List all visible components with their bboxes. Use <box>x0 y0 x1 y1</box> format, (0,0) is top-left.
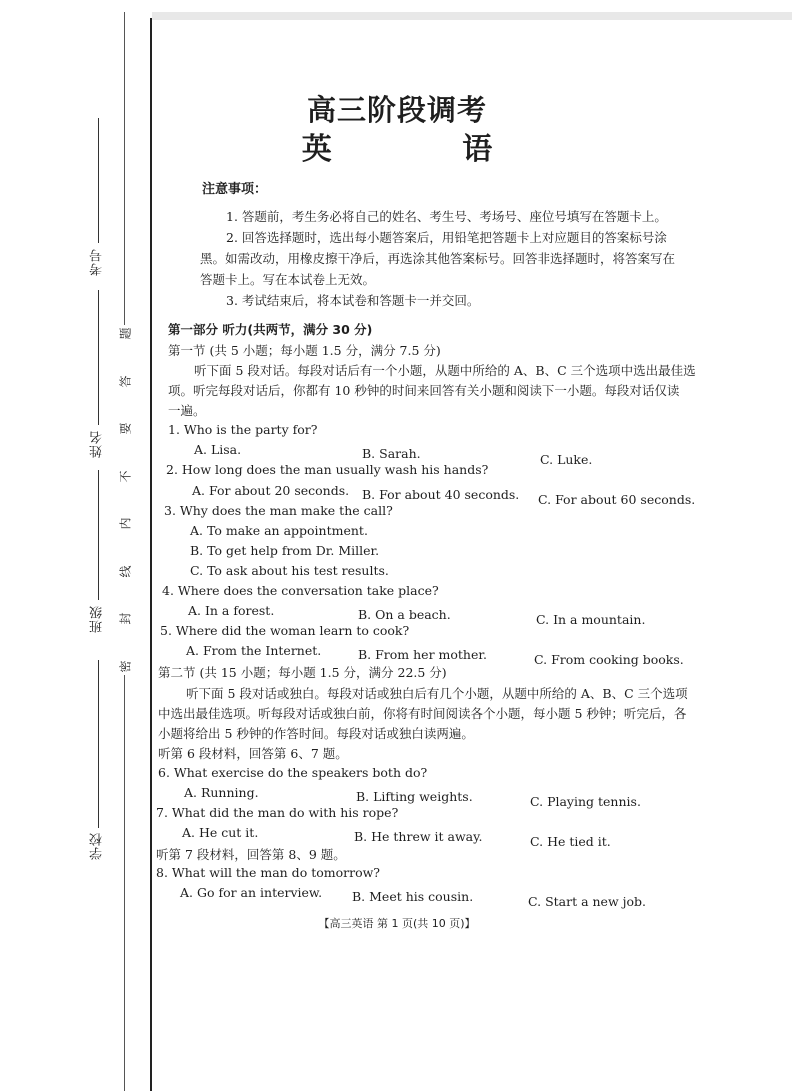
part1-heading: 第一部分 听力(共两节，满分 30 分) <box>168 322 373 337</box>
notice-item-3: 3. 考试结束后，将本试卷和答题卡一并交回。 <box>226 293 480 308</box>
seal-char: 题 <box>118 327 133 340</box>
question-stem: 8. What will the man do tomorrow? <box>156 865 380 880</box>
option-c: C. Luke. <box>540 452 593 467</box>
option-a: A. From the Internet. <box>186 643 322 658</box>
school-label: 学校 <box>90 832 105 860</box>
option-b: B. On a beach. <box>358 607 451 622</box>
notice-item-2-cont: 黑。如需改动，用橡皮擦干净后，再选涂其他答案标号。回答非选择题时，将答案写在 <box>200 251 676 266</box>
option-b: B. To get help from Dr. Miller. <box>190 543 380 558</box>
question-stem: 1. Who is the party for? <box>168 422 318 437</box>
section2-instructions: 听下面 5 段对话或独白。每段对话或独白后有几个小题，从题中所给的 A、B、C 三个选项 <box>186 686 688 701</box>
material-intro: 听第 6 段材料，回答第 6、7 题。 <box>158 746 348 761</box>
question-stem: 5. Where did the woman learn to cook? <box>160 623 410 638</box>
section1-heading: 第一节 (共 5 小题；每小题 1.5 分，满分 7.5 分) <box>168 343 441 358</box>
material-intro: 听第 7 段材料，回答第 8、9 题。 <box>156 847 346 862</box>
name-field[interactable] <box>98 290 99 425</box>
question-stem: 2. How long does the man usually wash his hands? <box>166 462 489 477</box>
option-c: C. For about 60 seconds. <box>538 492 696 507</box>
option-a: A. For about 20 seconds. <box>192 483 350 498</box>
option-a: A. Lisa. <box>194 442 242 457</box>
notice-heading: 注意事项： <box>202 182 268 197</box>
option-c: C. From cooking books. <box>534 652 684 667</box>
option-a: A. He cut it. <box>182 825 259 840</box>
seal-char: 封 <box>118 612 133 625</box>
section2-instructions-cont: 小题将给出 5 秒钟的作答时间。每段对话或独白读两遍。 <box>158 726 474 741</box>
question-stem: 4. Where does the conversation take place? <box>162 583 439 598</box>
option-b: B. From her mother. <box>358 647 487 662</box>
option-c: C. Start a new job. <box>528 894 646 909</box>
seal-char: 不 <box>118 470 133 483</box>
exam-no-label: 考号 <box>90 248 105 276</box>
name-label: 姓名 <box>90 430 105 458</box>
seal-char: 答 <box>118 375 133 388</box>
option-a: A. In a forest. <box>188 603 275 618</box>
class-label: 班级 <box>90 605 105 633</box>
option-b: B. For about 40 seconds. <box>362 487 520 502</box>
option-c: C. In a mountain. <box>536 612 646 627</box>
seal-char: 要 <box>118 422 133 435</box>
notice-item-2: 2. 回答选择题时，选出每小题答案后，用铅笔把答题卡上对应题目的答案标号涂 <box>226 230 667 245</box>
school-field[interactable] <box>98 660 99 828</box>
page-footer: 【高三英语 第 1 页(共 10 页)】 <box>318 917 476 930</box>
section1-instructions: 听下面 5 段对话。每段对话后有一个小题，从题中所给的 A、B、C 三个选项中选出最佳选 <box>194 363 696 378</box>
option-c: C. To ask about his test results. <box>190 563 389 578</box>
option-b: B. Meet his cousin. <box>352 889 474 904</box>
option-b: B. Sarah. <box>362 446 421 461</box>
exam-subject: 英 语 <box>301 132 553 167</box>
section1-instructions-cont: 项。听完每段对话后，你都有 10 秒钟的时间来回答有关小题和阅读下一小题。每段对话仅读 <box>168 383 680 398</box>
section2-instructions-cont: 中选出最佳选项。听每段对话或独白前，你将有时间阅读各个小题，每小题 5 秒钟；听完后，各 <box>158 706 687 721</box>
option-a: A. Running. <box>184 785 259 800</box>
option-c: C. Playing tennis. <box>530 794 641 809</box>
option-b: B. He threw it away. <box>354 829 483 844</box>
notice-item-1: 1. 答题前，考生务必将自己的姓名、考生号、考场号、座位号填写在答题卡上。 <box>226 209 667 224</box>
option-c: C. He tied it. <box>530 834 611 849</box>
option-b: B. Lifting weights. <box>356 789 473 804</box>
seal-char: 内 <box>118 517 133 530</box>
section1-instructions-cont: 一遍。 <box>168 403 206 418</box>
question-stem: 7. What did the man do with his rope? <box>156 805 399 820</box>
question-stem: 6. What exercise do the speakers both do? <box>158 765 428 780</box>
seal-char: 线 <box>118 565 133 578</box>
notice-item-2-cont: 答题卡上。写在本试卷上无效。 <box>200 272 376 287</box>
question-stem: 3. Why does the man make the call? <box>164 503 393 518</box>
seal-line-warning <box>114 325 136 675</box>
exam-title: 高三阶段调考 <box>306 93 487 127</box>
seal-char: 密 <box>118 660 133 673</box>
option-a: A. Go for an interview. <box>180 885 323 900</box>
section2-heading: 第二节 (共 15 小题；每小题 1.5 分，满分 22.5 分) <box>158 665 447 680</box>
option-a: A. To make an appointment. <box>190 523 368 538</box>
scan-top-shadow <box>152 12 792 20</box>
class-field[interactable] <box>98 470 99 600</box>
